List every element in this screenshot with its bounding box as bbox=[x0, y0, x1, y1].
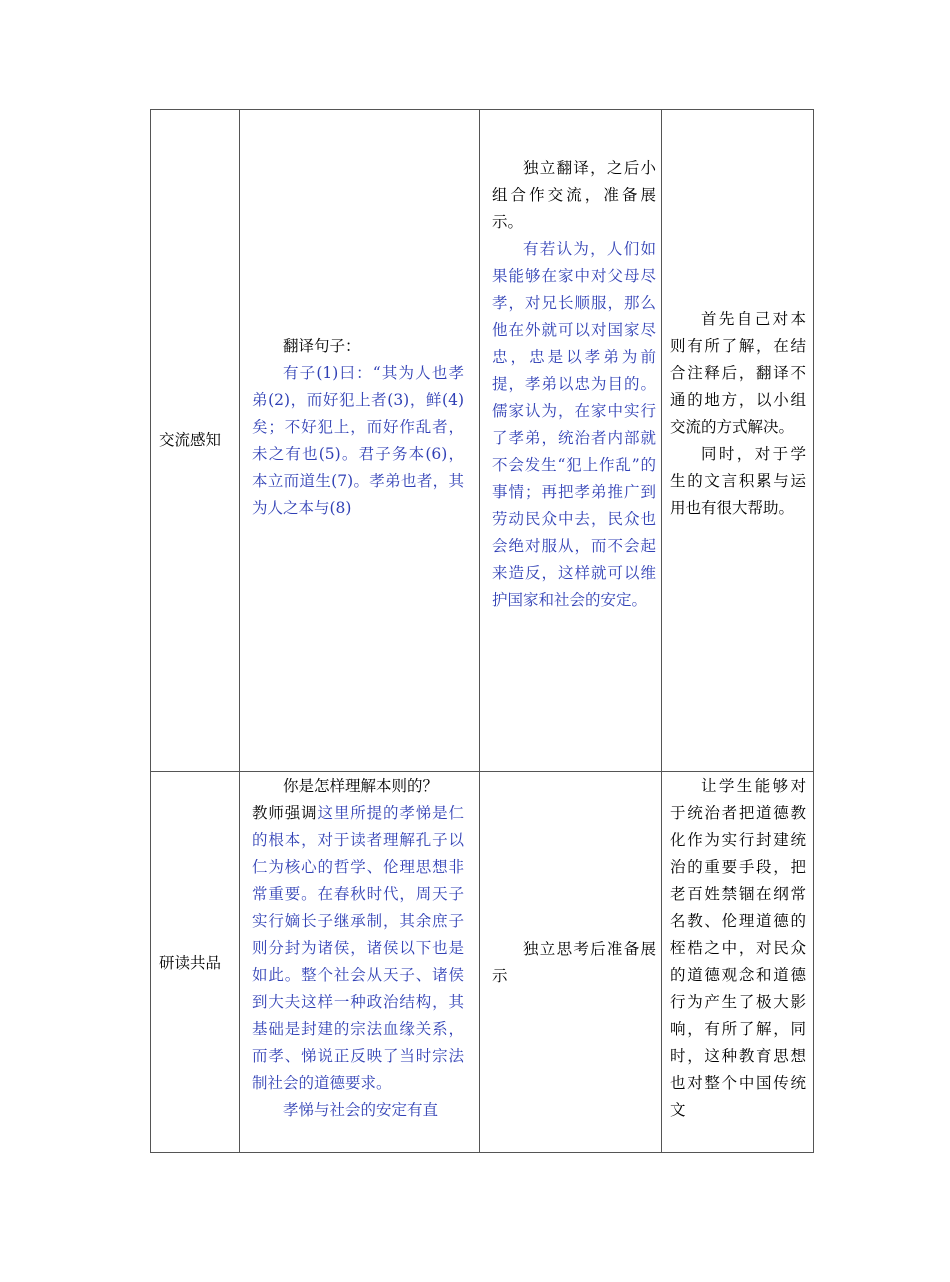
content-quote: 有子(1)曰：“其为人也孝弟(2)，而好犯上者(3)，鲜(4)矣；不好犯上，而好作乱者，未之有也(5)。君子务本(6)，本立而道生(7)。孝弟也者，其为人之本与(8) bbox=[252, 364, 464, 517]
content-question: 你是怎样理解本则的？ bbox=[283, 777, 439, 795]
content-block bbox=[252, 333, 464, 522]
row-label-cell bbox=[151, 110, 240, 772]
content-explanation: 这里所提的孝悌是仁的根本，对于读者理解孔子以仁为核心的哲学、伦理思想非常重要。在春秋时代，周天子实行嫡长子继承制，其余庶子则分封为诸侯，诸侯以下也是如此。整个社会从天子、诸侯到大夫这样一种政治结构，其基础是封建的宗法血缘关系，而孝、悌说正反映了当时宗法制社会的道德要求。 bbox=[252, 804, 464, 1092]
row-label: 研读共品 bbox=[159, 954, 222, 972]
student-translation: 有若认为，人们如果能够在家中对父母尽孝，对兄长顺服，那么他在外就可以对国家尽忠，忠是以孝弟为前提，孝弟以忠为目的。儒家认为，在家中实行了孝弟，统治者内部就不会发生“犯上作乱”的事情；再把孝弟推广到劳动民众中去，民众也会绝对服从，而不会起来造反，这样就可以维护国家和社会的安定。 bbox=[492, 240, 656, 609]
table-row bbox=[151, 110, 814, 772]
lesson-table bbox=[150, 109, 814, 1153]
design-intent-cell bbox=[662, 772, 814, 1153]
content-intro: 翻译句子： bbox=[283, 337, 361, 355]
row-label: 交流感知 bbox=[159, 431, 222, 449]
content-cell bbox=[240, 772, 480, 1153]
intent-paragraph: 同时，对于学生的文言积累与运用也有很大帮助。 bbox=[670, 445, 806, 517]
student-paragraph: 独立思考后准备展示 bbox=[492, 940, 656, 985]
student-paragraph: 独立翻译，之后小组合作交流，准备展示。 bbox=[492, 159, 656, 231]
student-block bbox=[492, 936, 656, 990]
student-activity-cell bbox=[480, 110, 662, 772]
row-label-cell bbox=[151, 772, 240, 1153]
intent-block bbox=[670, 773, 806, 1124]
table-row bbox=[151, 772, 814, 1153]
student-activity-cell bbox=[480, 772, 662, 1153]
design-intent-cell bbox=[662, 110, 814, 772]
content-emphasis: 教师强调 bbox=[252, 804, 318, 822]
intent-block bbox=[670, 306, 806, 522]
intent-paragraph: 让学生能够对于统治者把道德教化作为实行封建统治的重要手段，把老百姓禁锢在纲常名教、伦理道德的桎梏之中，对民众的道德观念和道德行为产生了极大影响，有所了解，同时，这种教育思想也对整个中国传统文 bbox=[670, 777, 806, 1119]
content-block bbox=[252, 773, 464, 1124]
student-block bbox=[492, 155, 656, 614]
content-cell bbox=[240, 110, 480, 772]
intent-paragraph: 首先自己对本则有所了解，在结合注释后，翻译不通的地方，以小组交流的方式解决。 bbox=[670, 310, 806, 436]
content-continued: 孝悌与社会的安定有直 bbox=[283, 1101, 439, 1119]
